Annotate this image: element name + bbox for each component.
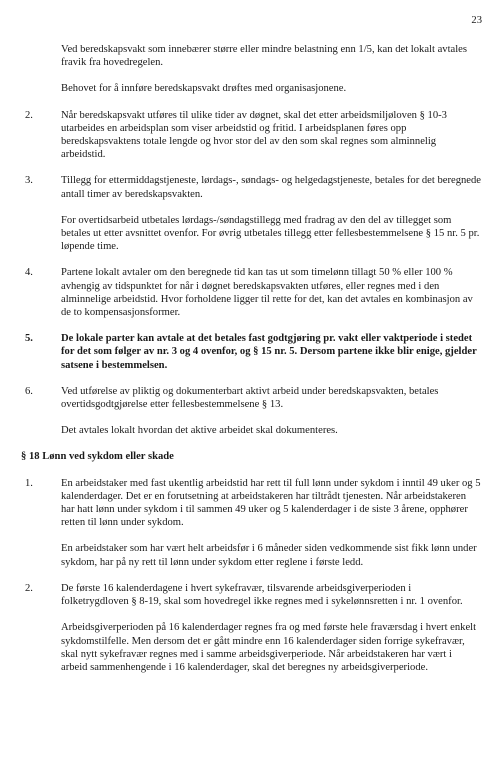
item-number: 3.	[25, 175, 33, 187]
page-number: 23	[471, 15, 482, 26]
item-text: De første 16 kalenderdagene i hvert sykefravær, tilsvarende arbeidsgiverperioden i folketrygdloven § 8-19, skal som hovedregel ikke regnes med i sykelønnsretten i nr. 1 ovenfor.	[61, 582, 463, 608]
paragraph-intro-1: Ved beredskapsvakt som innebærer større eller mindre belastning enn 1/5, kan det lokalt avtales fravik fra hovedregelen.	[61, 44, 467, 69]
item-text: Partene lokalt avtaler om den beregnede tid kan tas ut som timelønn tillagt 50 % eller 100 % avhengig av tidspunktet for når i døgnet beredskapsvakten utføres, eller regnes med i den alminnelige arbeidstid. Hvor forholdene ligger til rette for det, kan det avtales en kombinasjon av de to kompensasjonsformer.	[61, 267, 473, 319]
item-number: 6.	[25, 385, 33, 397]
item-text: De lokale parter kan avtale at det betales fast godtgjøring pr. vakt eller vaktperiode i stedet for det som følger av nr. 3 og 4 ovenfor, og § 15 nr. 5. Dersom partene ikke blir enige, gjelder satsene i bestemmelsen.	[61, 333, 477, 371]
list-item-3	[21, 174, 481, 200]
item-text: En arbeidstaker med fast ukentlig arbeidstid har rett til full lønn under sykdom i inntil 49 uker og 5 kalenderdager. Det er en forutsetning at arbeidstakeren har tiltrådt tjenesten. Når arbeidstakeren har hatt lønn under sykdom i til sammen 49 uker og 5 kalenderdager i de siste 3 årene, opphører retten til lønn under sykdom.	[61, 477, 481, 529]
paragraph-section-2-extra: Arbeidsgiverperioden på 16 kalenderdager regnes fra og med første hele fraværsdag i hvert enkelt sykdomstilfelle. Men dersom det er gått mindre enn 16 kalenderdager siden forrige sykefravær, skal nytt sykefravær regnes med i samme arbeidsgiverperiode. Når arbeidstakeren har vært i arbeid sammenhengende i 16 kalenderdager, skal det beregnes ny arbeidsgiverperiode.	[61, 622, 477, 673]
section-list-item-1	[21, 477, 481, 530]
paragraph-section-1-extra: En arbeidstaker som har vært helt arbeidsfør i 6 måneder siden vedkommende sist fikk lønn under sykdom, har på ny rett til lønn under sykdom etter reglene i første ledd.	[61, 543, 477, 568]
document-body	[21, 43, 481, 687]
item-number: 2.	[25, 582, 33, 594]
item-text: Ved utførelse av pliktig og dokumenterbart aktivt arbeid under beredskapsvakten, betales overtidsgodtgjørelse etter fellesbestemmelsene § 13.	[61, 385, 439, 411]
item-number: 4.	[25, 267, 33, 279]
item-text: Tillegg for ettermiddagstjeneste, lørdags-, søndags- og helgedagstjeneste, betales for det beregnede antall timer av beredskapsvakten.	[61, 175, 481, 200]
list-item-6	[21, 385, 481, 411]
item-number: 5.	[25, 333, 33, 345]
paragraph-item-6-extra: Det avtales lokalt hvordan det aktive arbeidet skal dokumenteres.	[61, 425, 338, 437]
list-item-2	[21, 109, 481, 162]
paragraph-item-3-extra: For overtidsarbeid utbetales lørdags-/søndagstillegg med fradrag av den del av tillegget som betales ut etter avsnittet ovenfor. For øvrig utbetales tillegg etter fellesbestemmelsene § 15 nr. 5 pr. løpende time.	[61, 214, 480, 253]
section-list-item-2	[21, 582, 481, 608]
list-item-4	[21, 266, 481, 319]
section-heading: § 18 Lønn ved sykdom eller skade	[21, 451, 174, 463]
item-number: 1.	[25, 477, 33, 489]
list-item-5	[21, 332, 481, 372]
item-number: 2.	[25, 109, 33, 121]
item-text: Når beredskapsvakt utføres til ulike tider av døgnet, skal det etter arbeidsmiljøloven § 10-3 utarbeides en arbeidsplan som viser arbeidstid og fritid. I arbeidsplanen føres opp beredskapsvaktens totale lengde og hvor stor del av den som skal regnes som alminnelig arbeidstid.	[61, 109, 447, 161]
paragraph-intro-2: Behovet for å innføre beredskapsvakt drøftes med organisasjonene.	[61, 83, 347, 95]
